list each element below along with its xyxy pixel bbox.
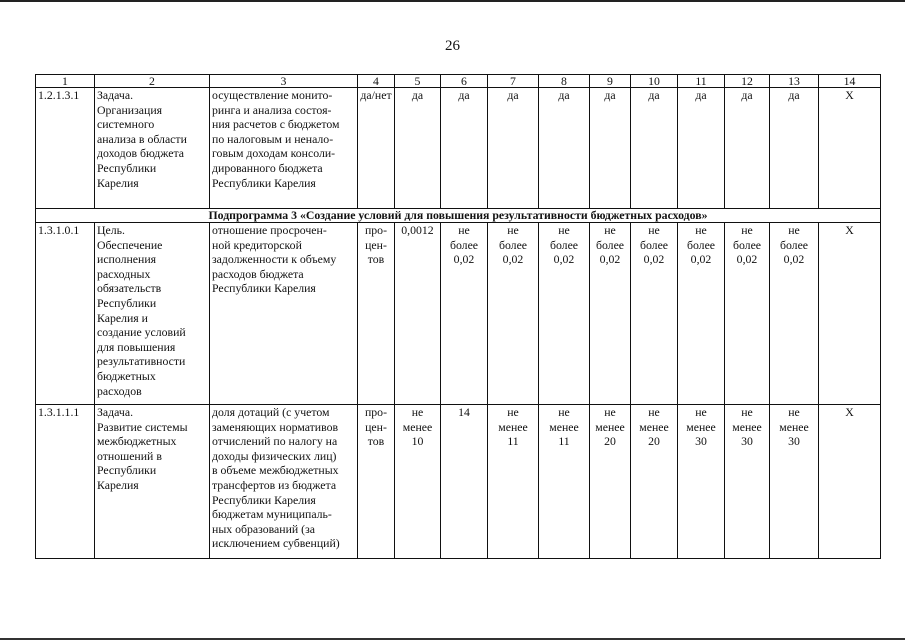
cell-line: 14 [458, 405, 470, 419]
row-last: X [819, 405, 881, 559]
cell-line: отношений в [97, 448, 162, 463]
cell-line: отношение просрочен- [212, 223, 327, 237]
cell-line: про- [364, 405, 388, 419]
cell-line: более [449, 237, 479, 252]
col-header: 11 [678, 75, 725, 88]
cell-line: более [595, 237, 625, 252]
cell-line: более [498, 237, 528, 252]
cell-line: исполнения [97, 252, 157, 267]
cell-line: Цель. [97, 223, 125, 237]
cell-line: 0,02 [553, 252, 575, 267]
cell-line: дированного бюджета [212, 160, 323, 175]
cell-line: не [558, 405, 570, 419]
row-value [631, 223, 678, 405]
cell-line: расходов бюджета [212, 266, 304, 281]
row-value [770, 223, 819, 405]
cell-line: да/нет [360, 88, 392, 102]
cell-line: заменяющих нормативов [212, 419, 339, 434]
cell-line: не [411, 405, 424, 419]
col-header: 7 [488, 75, 539, 88]
cell-line: 0,02 [453, 252, 475, 267]
cell-line: не [648, 223, 660, 237]
cell-line: не [648, 405, 660, 419]
cell-line: да [458, 88, 470, 102]
cell-line: 0,02 [643, 252, 665, 267]
cell-line: расходных [97, 266, 151, 281]
cell-line: Задача. [97, 405, 134, 419]
col-header: 10 [631, 75, 678, 88]
cell-line: да [558, 88, 570, 102]
cell-line: 30 [741, 434, 753, 449]
col-header: 5 [395, 75, 441, 88]
cell-line: Карелия и [97, 310, 148, 325]
cell-line: Республики Карелия [212, 492, 316, 507]
cell-line: не [604, 405, 616, 419]
cell-line: обязательств [97, 281, 162, 296]
cell-line: по налоговым и ненало- [212, 131, 334, 146]
cell-line: не [741, 405, 753, 419]
cell-line: не [788, 405, 800, 419]
column-number-row [36, 75, 881, 88]
table-row [36, 88, 881, 209]
cell-line: менее [595, 419, 625, 434]
row-value [488, 405, 539, 559]
cell-line: Республики Карелия [212, 281, 316, 296]
cell-line: не [695, 223, 707, 237]
row-value [725, 405, 770, 559]
row-code: 1.3.1.1.1 [36, 405, 95, 559]
col-header: 8 [539, 75, 590, 88]
cell-line: Развитие системы [97, 419, 188, 434]
row-name [95, 405, 210, 559]
cell-line: задолженности к объему [212, 252, 337, 267]
cell-line: 0,02 [502, 252, 524, 267]
cell-line: 0,0012 [401, 223, 434, 237]
cell-line: результативности [97, 354, 186, 369]
cell-line: ных образований (за [212, 521, 315, 536]
cell-line: не [604, 223, 616, 237]
cell-line: да [741, 88, 753, 102]
row-last: X [819, 223, 881, 405]
row-value [590, 223, 631, 405]
col-header: 12 [725, 75, 770, 88]
col-header: 3 [210, 75, 358, 88]
cell-line: 11 [507, 434, 519, 449]
section-title: Подпрограмма 3 «Создание условий для повышения результативности бюджетных расходов» [36, 209, 881, 223]
cell-line: 30 [788, 434, 800, 449]
cell-line: трансфертов из бюджета [212, 477, 337, 492]
cell-line: в объеме межбюджетных [212, 463, 339, 478]
cell-line: межбюджетных [97, 434, 177, 449]
cell-line: более [732, 237, 762, 252]
row-value [395, 223, 441, 405]
cell-line: отчислений по налогу на [212, 434, 338, 449]
cell-line: 10 [411, 434, 424, 449]
row-value [631, 405, 678, 559]
cell-line: не [507, 405, 519, 419]
row-indicator [210, 88, 358, 209]
cell-line: ной кредиторской [212, 237, 302, 252]
cell-line: да [648, 88, 660, 102]
table-row [36, 223, 881, 405]
cell-line: для повышения [97, 339, 176, 354]
cell-line: ния расчетов с бюджетом [212, 117, 340, 132]
table-row [36, 405, 881, 559]
cell-line: Карелия [97, 477, 139, 492]
cell-line: ринга и анализа состоя- [212, 102, 332, 117]
cell-line: да [604, 88, 616, 102]
row-value [678, 223, 725, 405]
row-value [395, 88, 441, 209]
cell-line: бюджетам муниципаль- [212, 507, 332, 522]
cell-line: исключением субвенций) [212, 536, 340, 551]
row-value [395, 405, 441, 559]
cell-line: создание условий [97, 325, 186, 340]
cell-line: анализа в области [97, 131, 187, 146]
cell-line: Карелия [97, 175, 139, 190]
row-value [770, 88, 819, 209]
cell-line: 0,02 [690, 252, 712, 267]
col-header: 1 [36, 75, 95, 88]
row-value [725, 88, 770, 209]
cell-line: системного [97, 117, 155, 132]
section-row [36, 209, 881, 223]
cell-line: 20 [604, 434, 616, 449]
row-value [441, 88, 488, 209]
cell-line: цен- [365, 237, 387, 252]
cell-line: менее [686, 419, 716, 434]
cell-line: не [558, 223, 570, 237]
col-header: 14 [819, 75, 881, 88]
cell-line: 30 [695, 434, 707, 449]
col-header: 9 [590, 75, 631, 88]
cell-line: менее [402, 419, 433, 434]
cell-line: Обеспечение [97, 237, 163, 252]
row-value [770, 405, 819, 559]
row-value [678, 405, 725, 559]
cell-line: Республики [97, 160, 157, 175]
cell-line: расходов [97, 383, 142, 398]
cell-line: 0,02 [599, 252, 621, 267]
row-name [95, 223, 210, 405]
cell-line: бюджетных [97, 368, 156, 383]
cell-line: Республики [97, 463, 157, 478]
cell-line: говым доходам консоли- [212, 146, 336, 161]
col-header: 4 [358, 75, 395, 88]
row-unit [358, 223, 395, 405]
cell-line: доля дотаций (с учетом [212, 405, 330, 419]
row-value [539, 223, 590, 405]
col-header: 6 [441, 75, 488, 88]
cell-line: не [788, 223, 800, 237]
row-indicator [210, 405, 358, 559]
cell-line: да [507, 88, 519, 102]
row-value [631, 88, 678, 209]
cell-line: не [741, 223, 753, 237]
cell-line: не [695, 405, 707, 419]
cell-line: тов [367, 434, 385, 449]
cell-line: менее [549, 419, 579, 434]
cell-line: да [788, 88, 800, 102]
cell-line: менее [732, 419, 762, 434]
row-value [590, 88, 631, 209]
cell-line: менее [779, 419, 809, 434]
cell-line: Республики [97, 295, 157, 310]
col-header: 2 [95, 75, 210, 88]
cell-line: 20 [648, 434, 660, 449]
cell-line: более [549, 237, 579, 252]
cell-line: Республики Карелия [212, 175, 316, 190]
row-indicator [210, 223, 358, 405]
cell-line: 0,02 [736, 252, 758, 267]
cell-line: более [639, 237, 669, 252]
row-value [539, 405, 590, 559]
row-value [488, 88, 539, 209]
cell-line: более [686, 237, 716, 252]
row-value [725, 223, 770, 405]
row-value [678, 88, 725, 209]
cell-line: 11 [558, 434, 570, 449]
cell-line: более [779, 237, 809, 252]
row-code: 1.2.1.3.1 [36, 88, 95, 209]
cell-line: про- [364, 223, 388, 237]
cell-line: Организация [97, 102, 163, 117]
cell-line: доходов бюджета [97, 146, 185, 161]
row-value [539, 88, 590, 209]
cell-line: да [695, 88, 707, 102]
row-name [95, 88, 210, 209]
cell-line: не [458, 223, 470, 237]
cell-line: доходы физических лиц) [212, 448, 337, 463]
cell-line: Задача. [97, 88, 134, 102]
cell-line: цен- [365, 419, 387, 434]
row-last: X [819, 88, 881, 209]
row-value [590, 405, 631, 559]
row-value [488, 223, 539, 405]
page-number: 26 [445, 38, 460, 54]
row-value [441, 405, 488, 559]
cell-line: 0,02 [783, 252, 805, 267]
col-header: 13 [770, 75, 819, 88]
cell-line: менее [639, 419, 669, 434]
cell-line: осуществление монито- [212, 88, 333, 102]
cell-line: менее [498, 419, 528, 434]
row-unit [358, 405, 395, 559]
row-unit [358, 88, 395, 209]
top-edge-line [0, 0, 905, 2]
row-code: 1.3.1.0.1 [36, 223, 95, 405]
cell-line: да [411, 88, 424, 102]
cell-line: тов [367, 252, 385, 267]
row-value [441, 223, 488, 405]
cell-line: не [507, 223, 519, 237]
indicators-table [35, 74, 881, 559]
